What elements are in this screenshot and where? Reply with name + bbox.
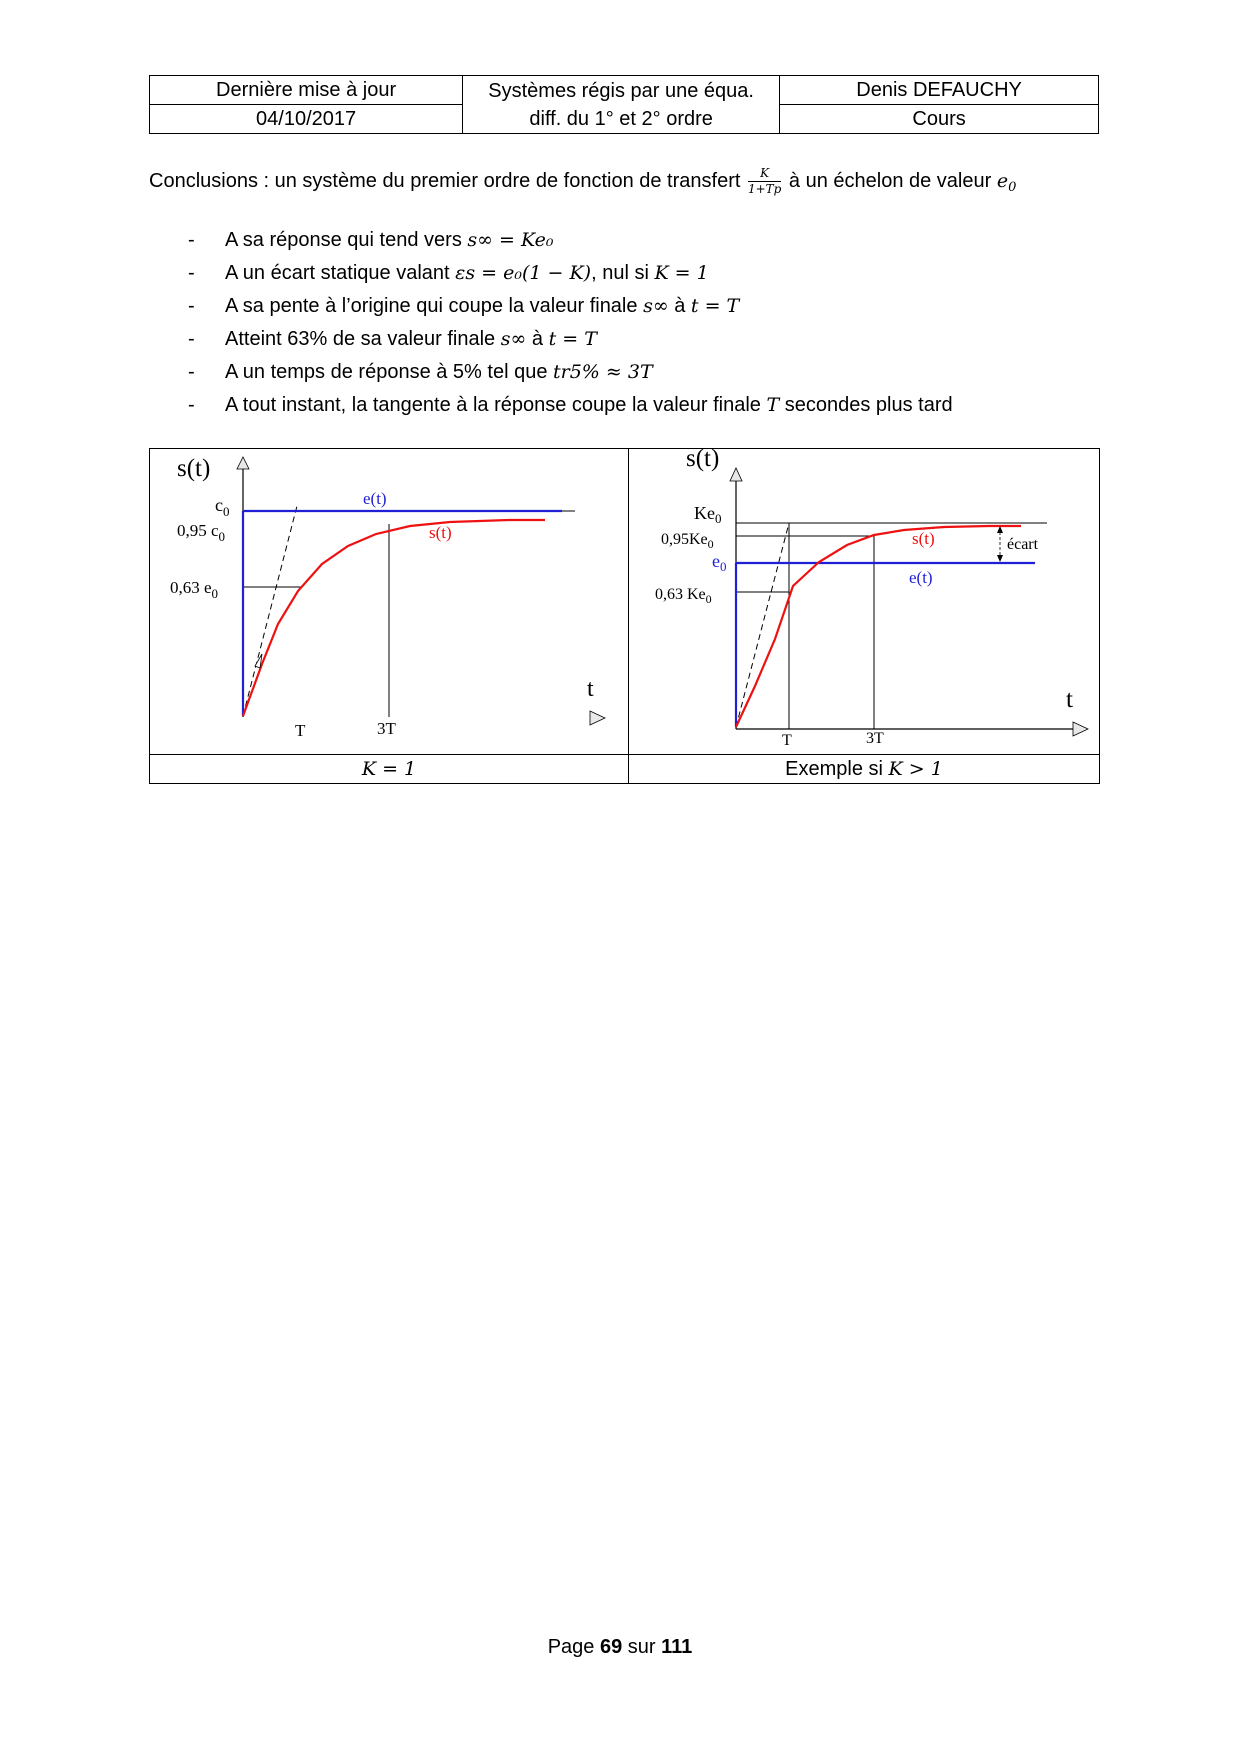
level-c0-label: $c_0$ (215, 495, 230, 519)
total-pages: 111 (661, 1636, 693, 1658)
input-label: e(t) (363, 489, 387, 508)
level-63-label: 0,63 $e_0$ (170, 578, 219, 601)
tick-3t-label: 3T (866, 730, 884, 747)
conclusion-intro (149, 166, 1016, 197)
caption-left: K = 1 (150, 755, 629, 784)
step-response-k1 (150, 449, 628, 749)
doc-title (463, 76, 780, 134)
caption-right: Exemple si K > 1 (629, 755, 1100, 784)
page-footer: Page 69 sur 111 (547, 1636, 693, 1658)
doc-title-line1: Systèmes régis par une équa. (488, 79, 754, 102)
x-axis-arrow (1073, 722, 1088, 736)
frac-denominator: 1+Tp (747, 182, 782, 196)
output-label: s(t) (912, 529, 935, 548)
x-axis-label: t (1066, 686, 1073, 713)
y-axis-arrow (237, 457, 249, 469)
x-axis-label: t (587, 676, 594, 702)
tangent-at-origin (243, 506, 297, 716)
y-axis-arrow (730, 468, 742, 481)
transfer-function (748, 166, 781, 197)
tick-t-label: T (295, 721, 306, 740)
figures-table (149, 448, 1100, 784)
output-response-curve (243, 520, 545, 716)
level-ke0-label: $Ke_0$ (694, 503, 722, 526)
page-number: 69 (599, 1636, 623, 1658)
doc-type: Cours (780, 105, 1099, 134)
ecart-arrow-down (997, 555, 1003, 562)
y-axis-label: s(t) (177, 455, 211, 482)
level-95-label: 0,95 $c_0$ (177, 521, 226, 544)
tick-t-label: T (782, 732, 792, 749)
level-63-label: 0,63 $Ke_0$ (655, 586, 712, 606)
level-e0-label: $e_0$ (712, 551, 727, 574)
step-value: $e_0$ (996, 169, 1017, 195)
frac-numerator: K (748, 166, 781, 182)
y-axis-label: s(t) (686, 449, 720, 472)
figure-left-cell (150, 449, 629, 755)
header-table (149, 75, 1099, 134)
update-date: 04/10/2017 (150, 105, 463, 134)
intro-text-after: à un échelon de valeur (783, 169, 997, 192)
tangent-at-origin (736, 523, 789, 727)
figure-right-cell (629, 449, 1100, 755)
step-response-kgt1 (629, 449, 1099, 749)
update-label: Dernière mise à jour (150, 76, 463, 105)
intro-text-before: Conclusions : un système du premier ordre de fonction de transfert (149, 169, 746, 192)
doc-title-line2: diff. du 1° et 2° ordre (529, 107, 713, 130)
tick-3t-label: 3T (377, 719, 396, 738)
author: Denis DEFAUCHY (780, 76, 1099, 105)
input-label: e(t) (909, 568, 933, 587)
ecart-label: écart (1007, 536, 1039, 553)
x-axis-arrow (590, 711, 605, 725)
output-response-curve (736, 526, 1021, 727)
level-95-label: $0,95Ke_0$ (661, 531, 714, 551)
output-label: s(t) (429, 523, 452, 542)
